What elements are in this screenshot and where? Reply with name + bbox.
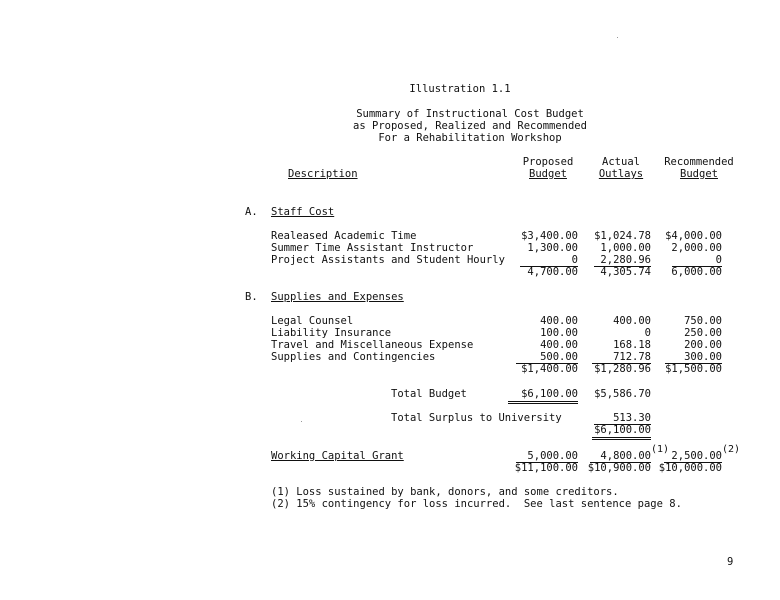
col-actual-line2: Outlays: [598, 168, 644, 180]
working-capital-label: Working Capital Grant: [271, 450, 404, 462]
row-recommended: 0: [672, 254, 722, 267]
row-label: Liability Insurance: [271, 327, 392, 339]
title-line-1: Summary of Instructional Cost Budget: [356, 108, 584, 120]
footnote-ref-2: (2): [722, 444, 741, 455]
row-actual: 712.78: [592, 351, 651, 364]
section-a-total-proposed: 4,700.00: [527, 266, 578, 278]
grand-total-proposed: $11,100.00: [514, 462, 578, 474]
col-proposed-line1: Proposed: [522, 156, 574, 168]
scan-speck: [617, 37, 618, 38]
row-proposed: 500.00: [516, 351, 578, 364]
row-recommended: 300.00: [665, 351, 722, 364]
illustration-label: Illustration 1.1: [409, 83, 511, 95]
row-label: Summer Time Assistant Instructor: [271, 242, 474, 254]
row-actual: 2,280.96: [594, 254, 651, 267]
footnote-1: (1) Loss sustained by bank, donors, and some creditors.: [271, 486, 619, 498]
total-surplus-actual: 513.30: [594, 412, 651, 425]
section-a-total-actual: 4,305.74: [600, 266, 651, 278]
section-b-letter: B.: [245, 291, 258, 303]
row-label: Supplies and Contingencies: [271, 351, 436, 363]
total-surplus-label: Total Surplus to University: [391, 412, 562, 424]
working-capital-recommended: 2,500.00: [664, 450, 722, 463]
total-budget-label: Total Budget: [391, 388, 467, 400]
row-actual: 168.18: [613, 339, 651, 351]
col-actual-line1: Actual: [602, 156, 640, 168]
title-line-2: as Proposed, Realized and Recommended: [353, 120, 587, 132]
row-label: Project Assistants and Student Hourly: [271, 254, 505, 266]
row-recommended: $4,000.00: [665, 230, 722, 242]
row-proposed: 0: [520, 254, 578, 267]
title-line-3: For a Rehabilitation Workshop: [378, 132, 562, 144]
grand-total-recommended: $10,000.00: [658, 462, 722, 474]
row-proposed: 400.00: [540, 339, 578, 351]
section-a-total-recommended: 6,000.00: [671, 266, 722, 278]
row-proposed: 400.00: [540, 315, 578, 327]
scan-speck: [301, 421, 302, 422]
total-budget-actual: $5,586.70: [594, 388, 651, 400]
col-description-header: Description: [288, 168, 358, 180]
footnote-ref-1: (1): [651, 444, 670, 455]
row-actual: 400.00: [613, 315, 651, 327]
section-a-letter: A.: [245, 206, 258, 218]
row-recommended: 2,000.00: [671, 242, 722, 254]
section-b-total-recommended: $1,500.00: [665, 363, 722, 375]
section-b-total-actual: $1,280.96: [594, 363, 651, 375]
col-recommended-line1: Recommended: [664, 156, 734, 168]
row-recommended: 250.00: [684, 327, 722, 339]
working-capital-actual: 4,800.00: [590, 450, 651, 463]
col-recommended-line2: Budget: [680, 168, 718, 180]
row-label: Travel and Miscellaneous Expense: [271, 339, 474, 351]
row-proposed: $3,400.00: [521, 230, 578, 242]
section-b-title: Supplies and Expenses: [271, 291, 404, 303]
row-proposed: 1,300.00: [527, 242, 578, 254]
row-actual: $1,024.78: [594, 230, 651, 242]
row-recommended: 200.00: [684, 339, 722, 351]
col-proposed-line2: Budget: [529, 168, 567, 180]
row-label: Legal Counsel: [271, 315, 354, 327]
row-label: Realeased Academic Time: [271, 230, 417, 242]
footnote-2: (2) 15% contingency for loss incurred. See last sentence page 8.: [271, 498, 682, 510]
working-capital-proposed: 5,000.00: [516, 450, 578, 463]
row-actual: 0: [644, 327, 651, 339]
row-actual: 1,000.00: [600, 242, 651, 254]
section-a-title: Staff Cost: [271, 206, 335, 218]
row-proposed: 100.00: [540, 327, 578, 339]
row-recommended: 750.00: [684, 315, 722, 327]
grand-total-actual: $10,900.00: [587, 462, 651, 474]
total-budget-proposed: $6,100.00: [508, 388, 578, 404]
page-number: 9: [727, 556, 734, 568]
total-surplus-sum: $6,100.00: [592, 424, 651, 440]
section-b-total-proposed: $1,400.00: [521, 363, 578, 375]
